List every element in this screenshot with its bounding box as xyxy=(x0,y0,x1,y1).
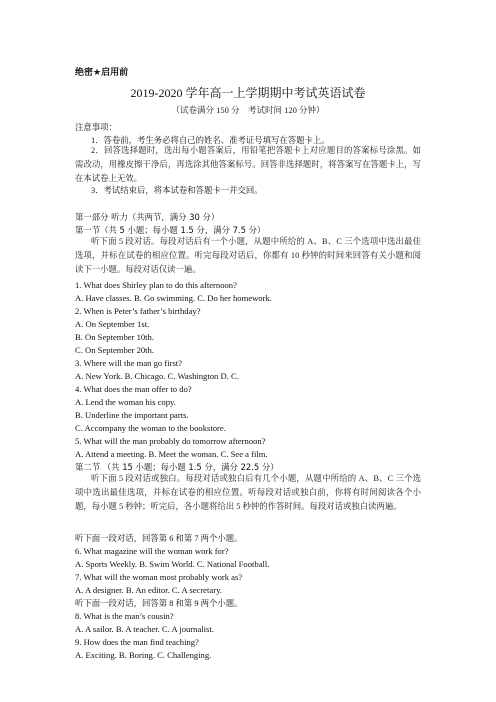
question-8: 8. What is the man’s cousin? xyxy=(75,611,174,621)
question-3-options: A. New York. B. Chicago. C. Washington D. C. xyxy=(75,371,239,381)
question-7-options: A. A designer. B. An editor. C. A secretary. xyxy=(75,585,222,595)
question-2: 2. When is Peter’s father’s birthday? xyxy=(75,306,201,316)
section1-instructions: 听下面 5 段对话。每段对话后有一个小题，从题中所给的 A、B、C 三个选项中选出最佳选项，并标在试卷的相应位置。听完每段对话后，你都有 10 秒钟的时间来回答有关小题和阅读下一小题。每段对话仅读一遍。 xyxy=(75,237,421,275)
section1-heading: 第一节（共 5 小题；每小题 1.5 分，满分 7.5 分） xyxy=(75,225,266,235)
part1-heading: 第一部分 听力（共两节，满分 30 分） xyxy=(75,212,220,222)
section2-instructions: 听下面 5 段对话或独白。每段对话或独白后有几个小题，从题中所给的 A、B、C 三个选项中选出最佳选项，并标在试卷的相应位置。听每段对话或独白前，你将有时间阅读各个小题，每小题 5 秒钟；听完后，各小题将给出 5 秒钟的作答时间。每段对话或独白读两遍。 xyxy=(75,474,421,512)
notes-item-1: 1．答卷前，考生务必将自己的姓名、准考证号填写在答题卡上。 xyxy=(91,136,330,145)
question-6-options: A. Sports Weekly. B. Swim World. C. National Football. xyxy=(75,559,270,569)
confidential-label: 绝密★启用前 xyxy=(75,68,129,78)
question-4-option-b: B. Underline the important parts. xyxy=(75,410,189,420)
question-5-options: A. Attend a meeting. B. Meet the woman. C. See a film. xyxy=(75,449,268,459)
notes-item-2: 2．回答选择题时，选出每小题答案后，用铅笔把答题卡上对应题目的答案标号涂黑。如需改动，用橡皮擦干净后，再选涂其他答案标号。回答非选择题时，将答案写在答题卡上，写在本试卷上无效。 xyxy=(75,146,421,184)
question-9: 9. How does the man find teaching? xyxy=(75,637,199,647)
question-1: 1. What does Shirley plan to do this afternoon? xyxy=(75,280,237,290)
section2-heading: 第二节 （共 15 小题；每小题 1.5 分，满分 22.5 分） xyxy=(75,462,279,472)
question-4: 4. What does the man offer to do? xyxy=(75,384,192,394)
question-2-option-b: B. On September 10th. xyxy=(75,332,155,342)
exam-title: 2019-2020 学年高一上学期期中考试英语试卷 xyxy=(130,86,366,100)
question-6: 6. What magazine will the woman work for? xyxy=(75,546,229,556)
question-4-option-c: C. Accompany the woman to the bookstore. xyxy=(75,423,226,433)
question-8-options: A. A sailor. B. A teacher. C. A journalist. xyxy=(75,624,214,634)
section2-text8-instruction: 听下面一段对话，回答第 8 和第 9 两个小题。 xyxy=(75,599,243,608)
question-5: 5. What will the man probably do tomorrow afternoon? xyxy=(75,436,266,446)
question-3: 3. Where will the man go first? xyxy=(75,358,182,368)
exam-subtitle: （试卷满分 150 分 考试时间 120 分钟） xyxy=(171,105,325,115)
question-9-options: A. Exciting. B. Boring. C. Challenging. xyxy=(75,650,212,660)
notes-item-3: 3．考试结束后，将本试卷和答题卡一并交回。 xyxy=(91,186,263,195)
notes-heading: 注意事项： xyxy=(75,122,117,132)
section2-text6-instruction: 听下面一段对话，回答第 6 和第 7 两个小题。 xyxy=(75,534,243,543)
question-4-option-a: A. Lend the woman his copy. xyxy=(75,397,176,407)
question-1-options: A. Have classes. B. Go swimming. C. Do her homework. xyxy=(75,293,272,303)
question-7: 7. What will the woman most probably work as? xyxy=(75,572,243,582)
question-2-option-c: C. On September 20th. xyxy=(75,345,155,355)
question-2-option-a: A. On September 1st. xyxy=(75,319,150,329)
